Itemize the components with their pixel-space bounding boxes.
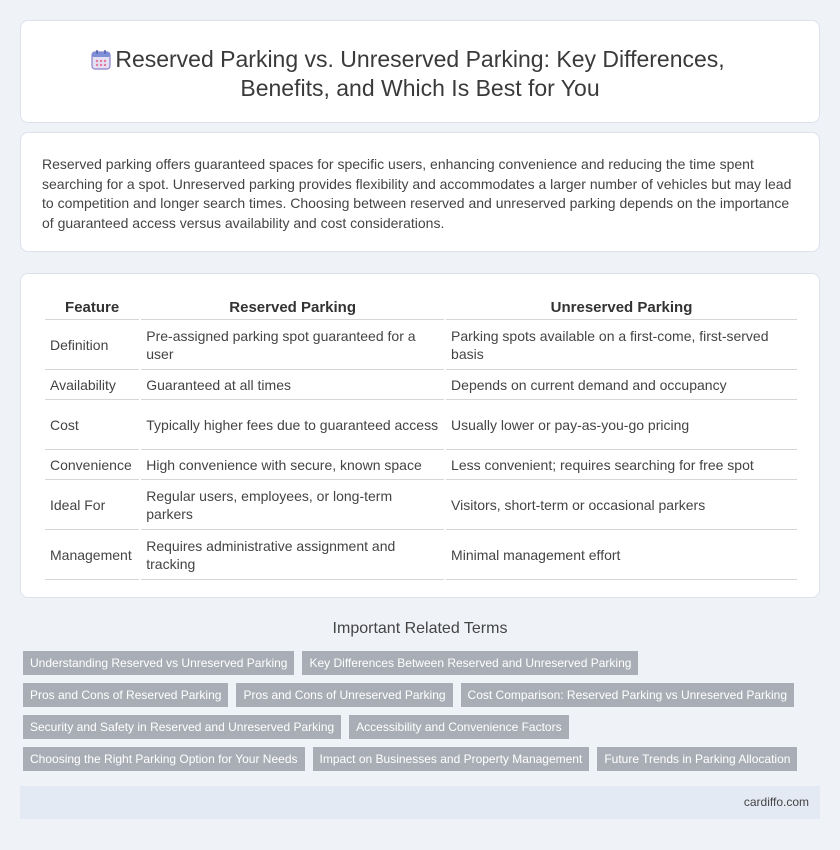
feature-cell: Definition: [45, 320, 139, 370]
table-row: [45, 530, 797, 580]
table-row: [45, 370, 797, 400]
unreserved-cell: Parking spots available on a first-come, first-served basis: [446, 320, 797, 370]
reserved-cell: Regular users, employees, or long-term parkers: [141, 480, 444, 530]
title-card: [20, 20, 820, 123]
unreserved-cell: Depends on current demand and occupancy: [446, 370, 797, 400]
reserved-cell: Requires administrative assignment and tracking: [141, 530, 444, 580]
reserved-cell: Pre-assigned parking spot guaranteed for a user: [141, 320, 444, 370]
header-reserved: Reserved Parking: [141, 296, 444, 320]
reserved-cell: Typically higher fees due to guaranteed access: [141, 400, 444, 450]
site-name[interactable]: cardiffo.com: [743, 795, 809, 809]
unreserved-cell: Minimal management effort: [446, 530, 797, 580]
related-terms-title: Important Related Terms: [332, 620, 508, 637]
related-term-tag[interactable]: Pros and Cons of Unreserved Parking: [236, 683, 452, 707]
related-term-tag[interactable]: Understanding Reserved vs Unreserved Parking: [23, 651, 294, 675]
tag-row: [23, 651, 813, 675]
comparison-table: [43, 296, 799, 580]
header-feature: Feature: [45, 296, 139, 320]
unreserved-cell: Less convenient; requires searching for free spot: [446, 450, 797, 480]
related-term-tag[interactable]: Accessibility and Convenience Factors: [349, 715, 568, 739]
related-term-tag[interactable]: Cost Comparison: Reserved Parking vs Unreserved Parking: [461, 683, 794, 707]
reserved-cell: Guaranteed at all times: [141, 370, 444, 400]
unreserved-cell: Visitors, short-term or occasional parkers: [446, 480, 797, 530]
table-row: [45, 400, 797, 450]
summary-card: [20, 132, 820, 252]
tag-row: [23, 715, 813, 739]
table-header-row: [45, 296, 797, 320]
related-term-tag[interactable]: Choosing the Right Parking Option for Your Needs: [23, 747, 305, 771]
tag-row: [23, 683, 813, 707]
related-terms-list: [23, 651, 813, 779]
header-unreserved: Unreserved Parking: [446, 296, 797, 320]
feature-cell: Cost: [45, 400, 139, 450]
page-title: Reserved Parking vs. Unreserved Parking: Key Differences, Benefits, and Which Is Best for You: [115, 46, 725, 101]
feature-cell: Management: [45, 530, 139, 580]
related-term-tag[interactable]: Future Trends in Parking Allocation: [597, 747, 797, 771]
table-row: [45, 450, 797, 480]
unreserved-cell: Usually lower or pay-as-you-go pricing: [446, 400, 797, 450]
tag-row: [23, 747, 813, 771]
reserved-cell: High convenience with secure, known space: [141, 450, 444, 480]
related-term-tag[interactable]: Impact on Businesses and Property Management: [313, 747, 590, 771]
feature-cell: Availability: [45, 370, 139, 400]
related-term-tag[interactable]: Key Differences Between Reserved and Unreserved Parking: [302, 651, 638, 675]
footer: [20, 786, 820, 819]
related-term-tag[interactable]: Pros and Cons of Reserved Parking: [23, 683, 228, 707]
table-row: [45, 480, 797, 530]
summary-text: Reserved parking offers guaranteed spaces for specific users, enhancing convenience and reducing the time spent searching for a spot. Unreserved parking provides flexibility and accommodates a larger number of vehicles but may lead to competition and longer search times. Choosing between reserved and unreserved parking depends on the importance of guaranteed access versus availability and cost considerations.: [42, 156, 792, 231]
feature-cell: Convenience: [45, 450, 139, 480]
related-term-tag[interactable]: Security and Safety in Reserved and Unreserved Parking: [23, 715, 341, 739]
table-row: [45, 320, 797, 370]
comparison-card: [20, 273, 820, 598]
feature-cell: Ideal For: [45, 480, 139, 530]
